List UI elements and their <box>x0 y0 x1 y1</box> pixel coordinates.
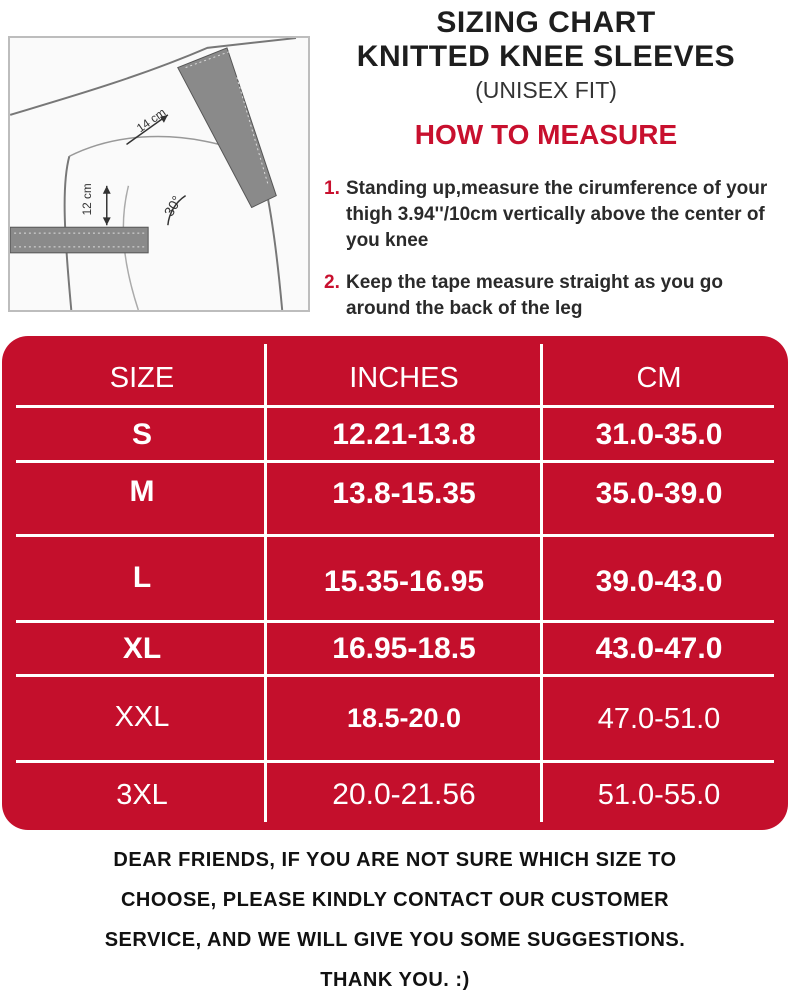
inches-cell: 18.5-20.0 <box>346 703 462 733</box>
step-text: Standing up,measure the cirumference of your thigh 3.94''/10cm vertically above the center of you knee <box>346 178 768 251</box>
table-header-row <box>2 346 788 410</box>
size-cell: L <box>132 561 152 594</box>
chart-header <box>316 6 776 152</box>
header-inches: INCHES <box>349 361 459 394</box>
table-row <box>2 463 788 535</box>
step-text: Keep the tape measure straight as you go around the back of the leg <box>346 272 723 319</box>
table-row <box>2 763 788 827</box>
note-line2: CHOOSE, PLEASE KINDLY CONTACT OUR CUSTOMER <box>120 889 670 911</box>
size-cell: S <box>131 418 152 451</box>
note-line4: THANK YOU. :) <box>320 969 470 991</box>
header-cm: CM <box>636 361 682 394</box>
upper-tape-measure <box>178 48 277 208</box>
table-row <box>2 408 788 462</box>
size-cell: XL <box>122 632 162 665</box>
title-line2: KNITTED KNEE SLEEVES <box>356 40 736 73</box>
header-size: SIZE <box>109 361 175 394</box>
inches-cell: 20.0-21.56 <box>332 778 476 811</box>
title-line1: SIZING CHART <box>436 6 656 39</box>
measure-steps <box>324 176 786 338</box>
table-row <box>2 623 788 675</box>
size-cell: XXL <box>114 701 170 733</box>
cm-cell: 31.0-35.0 <box>595 418 723 451</box>
label-12cm: 12 cm <box>80 183 95 216</box>
size-cell: M <box>129 475 155 508</box>
size-cell: 3XL <box>116 778 168 811</box>
label-14cm: 14 cm <box>133 105 169 136</box>
subtitle: (UNISEX FIT) <box>475 77 617 103</box>
step-number: 2. <box>324 272 340 293</box>
inches-cell: 15.35-16.95 <box>323 565 485 598</box>
step-number: 1. <box>324 178 340 199</box>
contact-note <box>10 840 780 1000</box>
cm-cell: 43.0-47.0 <box>595 632 723 665</box>
step-2 <box>324 270 786 322</box>
knee-leg-drawing <box>10 38 308 310</box>
label-angle: 30° <box>161 193 185 219</box>
column-divider <box>264 344 267 822</box>
knee-measure-illustration <box>8 36 310 312</box>
cm-cell: 51.0-55.0 <box>597 778 721 811</box>
cm-cell: 35.0-39.0 <box>595 477 723 510</box>
column-divider <box>540 344 543 822</box>
cm-cell: 39.0-43.0 <box>595 565 723 598</box>
inches-cell: 13.8-15.35 <box>332 477 476 510</box>
inches-cell: 16.95-18.5 <box>332 632 476 665</box>
table-row <box>2 537 788 619</box>
note-line3: SERVICE, AND WE WILL GIVE YOU SOME SUGGESTIONS. <box>104 929 686 951</box>
size-table <box>2 336 788 830</box>
lower-tape-measure <box>10 227 148 253</box>
table-row <box>2 677 788 761</box>
inches-cell: 12.21-13.8 <box>332 418 476 451</box>
note-line1: DEAR FRIENDS, IF YOU ARE NOT SURE WHICH SIZE TO <box>113 849 677 871</box>
section-title: HOW TO MEASURE <box>414 119 678 150</box>
step-1 <box>324 176 786 254</box>
cm-cell: 47.0-51.0 <box>597 703 721 735</box>
